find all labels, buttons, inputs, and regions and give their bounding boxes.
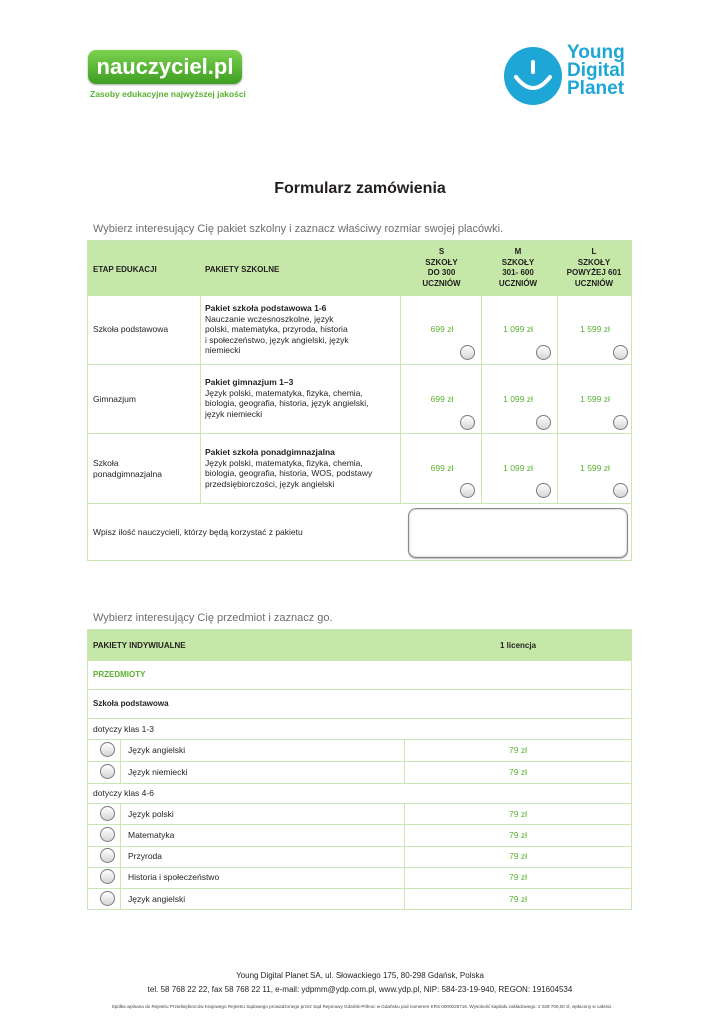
price-s: 699 zł bbox=[430, 324, 454, 334]
subject-name: Język angielski bbox=[128, 894, 186, 904]
teacher-count-label: Wpisz ilość nauczycieli, którzy będą korzystać z pakietu bbox=[93, 527, 303, 537]
subject-price: 79 zł bbox=[509, 809, 527, 819]
size-label: UCZNIÓW bbox=[574, 278, 614, 288]
nauczyciel-tagline: Zasoby edukacyjne najwyższej jakości bbox=[90, 89, 246, 99]
package-desc: polski, matematyka, przyroda, historia bbox=[205, 324, 348, 334]
size-label: 301- 600 bbox=[502, 268, 534, 277]
subject-name: Matematyka bbox=[128, 830, 175, 840]
package-desc: język niemiecki bbox=[205, 408, 263, 419]
checkbox-subject[interactable] bbox=[100, 764, 115, 779]
subject-price: 79 zł bbox=[509, 851, 527, 861]
checkbox-secondary-s[interactable] bbox=[460, 483, 475, 498]
size-label: POWYŻEJ 601 bbox=[566, 268, 622, 277]
stage-line: ponadgimnazjalna bbox=[93, 468, 162, 479]
price-l: 1 599 zł bbox=[580, 463, 610, 473]
ydp-logo-line: Digital bbox=[567, 60, 626, 81]
ydp-logo-text bbox=[567, 44, 625, 98]
size-label: SZKOŁY bbox=[577, 257, 611, 267]
package-title: Pakiet szkoła ponadgimnazjalna bbox=[205, 447, 335, 457]
size-label: SZKOŁY bbox=[501, 257, 535, 267]
ydp-logo-line: Young bbox=[567, 42, 625, 63]
price-s: 699 zł bbox=[430, 463, 454, 473]
checkbox-gymnasium-s[interactable] bbox=[460, 415, 475, 430]
page-title: Formularz zamówienia bbox=[274, 180, 446, 197]
package-desc: i społeczeństwo, język angielski, język bbox=[205, 334, 349, 345]
package-cell bbox=[205, 303, 349, 356]
package-desc: przedsiębiorczości, język angielski bbox=[205, 478, 335, 489]
size-label: UCZNIÓW bbox=[422, 278, 461, 288]
checkbox-primary-l[interactable] bbox=[613, 345, 628, 360]
checkbox-subject[interactable] bbox=[100, 742, 115, 757]
teacher-count-input[interactable] bbox=[408, 508, 628, 558]
subject-name: Język niemiecki bbox=[128, 767, 188, 777]
package-desc: biologia, geografia, historia, język angielski, bbox=[205, 398, 369, 408]
footer-legal: Spółka wpisana do Rejestru Przedsiębiorców Krajowego Rejestru Sądowego prowadzonego przez Sąd Rejonowy Gdańsk-Północ w Gdańsku pod numerem KRS 0000025716. Wysokość kapitału zakładowego: 2 028 700,00 zł, wpłacony w całości. bbox=[111, 1004, 613, 1009]
package-title: Pakiet gimnazjum 1–3 bbox=[205, 377, 294, 387]
school-heading: Szkoła podstawowa bbox=[93, 699, 169, 708]
col-header-stage: ETAP EDUKACJI bbox=[93, 265, 157, 274]
price-l: 1 599 zł bbox=[580, 394, 610, 404]
checkbox-subject[interactable] bbox=[100, 891, 115, 906]
subject-name: Historia i społeczeństwo bbox=[128, 872, 220, 882]
checkbox-secondary-l[interactable] bbox=[613, 483, 628, 498]
package-desc: biologia, geografia, historia, WOS, podstawy bbox=[205, 468, 373, 478]
size-label: UCZNIÓW bbox=[498, 278, 538, 288]
package-desc: Nauczanie wczesnoszkolne, język bbox=[205, 313, 334, 324]
subject-name: Język angielski bbox=[128, 745, 186, 755]
col-header-size-s bbox=[400, 247, 483, 289]
size-label: S bbox=[438, 247, 445, 256]
size-label: M bbox=[514, 247, 522, 256]
checkbox-secondary-m[interactable] bbox=[536, 483, 551, 498]
price-l: 1 599 zł bbox=[580, 324, 610, 334]
subjects-header: PRZEDMIOTY bbox=[93, 670, 146, 679]
package-desc: Język polski, matematyka, fizyka, chemia, bbox=[205, 457, 363, 468]
checkbox-primary-s[interactable] bbox=[460, 345, 475, 360]
checkbox-subject[interactable] bbox=[100, 827, 115, 842]
package-desc: niemiecki bbox=[205, 345, 241, 355]
col-header-size-m bbox=[478, 247, 558, 289]
col-header-size-l bbox=[554, 247, 634, 289]
package-desc: Język polski, matematyka, fizyka, chemia, bbox=[205, 387, 363, 398]
size-label: L bbox=[591, 247, 597, 256]
individual-packages-table bbox=[87, 629, 632, 910]
col-header-individual: PAKIETY INDYWIUALNE bbox=[93, 641, 186, 650]
group-heading: dotyczy klas 1-3 bbox=[93, 724, 154, 734]
subject-price: 79 zł bbox=[509, 872, 527, 882]
subject-price: 79 zł bbox=[509, 830, 527, 840]
package-cell bbox=[205, 447, 372, 489]
price-m: 1 099 zł bbox=[503, 394, 533, 404]
school-packages-table bbox=[87, 240, 632, 561]
col-header-license: 1 licencja bbox=[500, 641, 537, 650]
stage-line: Szkoła bbox=[93, 458, 119, 468]
size-label: DO 300 bbox=[427, 268, 456, 277]
section1-intro: Wybierz interesujący Cię pakiet szkolny i zaznacz właściwy rozmiar swojej placówki. bbox=[93, 223, 504, 235]
subject-name: Przyroda bbox=[128, 851, 163, 861]
ydp-smiley-icon bbox=[504, 47, 562, 105]
subject-price: 79 zł bbox=[509, 767, 527, 777]
checkbox-subject[interactable] bbox=[100, 806, 115, 821]
subject-name: Język polski bbox=[128, 809, 174, 819]
checkbox-primary-m[interactable] bbox=[536, 345, 551, 360]
size-label: SZKOŁY bbox=[425, 257, 458, 267]
price-m: 1 099 zł bbox=[503, 463, 533, 473]
subject-price: 79 zł bbox=[509, 894, 527, 904]
checkbox-subject[interactable] bbox=[100, 848, 115, 863]
footer-contact: tel. 58 768 22 22, fax 58 768 22 11, e-mail: ydpmm@ydp.com.pl, www.ydp.pl, NIP: 584-23-19-940, REGON: 191604534 bbox=[147, 985, 573, 994]
stage-cell bbox=[93, 458, 162, 479]
subject-price: 79 zł bbox=[509, 745, 527, 755]
stage-cell: Gimnazjum bbox=[93, 394, 136, 404]
footer-address: Young Digital Planet SA, ul. Słowackiego 175, 80-298 Gdańsk, Polska bbox=[236, 971, 484, 980]
checkbox-gymnasium-m[interactable] bbox=[536, 415, 551, 430]
section2-intro: Wybierz interesujący Cię przedmiot i zaznacz go. bbox=[93, 612, 333, 624]
ydp-logo-line: Planet bbox=[567, 78, 625, 99]
col-header-packages: PAKIETY SZKOLNE bbox=[205, 265, 280, 274]
checkbox-subject[interactable] bbox=[100, 869, 115, 884]
package-title: Pakiet szkoła podstawowa 1-6 bbox=[205, 303, 327, 313]
group-heading: dotyczy klas 4-6 bbox=[93, 788, 154, 798]
price-m: 1 099 zł bbox=[503, 324, 533, 334]
package-cell bbox=[205, 377, 368, 419]
nauczyciel-logo: nauczyciel.pl bbox=[88, 50, 242, 84]
checkbox-gymnasium-l[interactable] bbox=[613, 415, 628, 430]
stage-cell: Szkoła podstawowa bbox=[93, 324, 169, 334]
price-s: 699 zł bbox=[430, 394, 454, 404]
